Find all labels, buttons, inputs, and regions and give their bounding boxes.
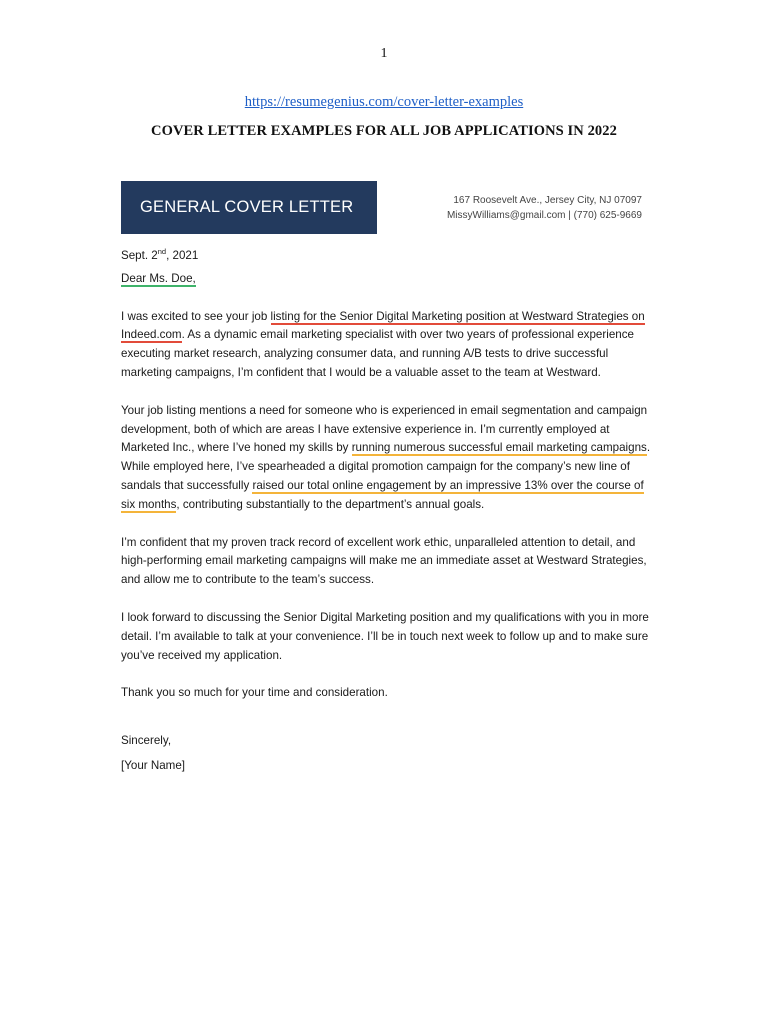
letter-signature: [Your Name] xyxy=(121,758,186,772)
cover-letter-banner xyxy=(121,181,377,234)
p2-before: Your job listing mentions a need for someone who is experienced in email segmentation and campaign development, both of which are areas I have extensive experience in. I’m currently employed at Marketed Inc., where I’ve honed my skills by xyxy=(121,403,648,455)
letter-greeting xyxy=(121,270,651,289)
paragraph-1 xyxy=(121,308,651,383)
paragraph-3: I’m confident that my proven track record of excellent work ethic, unparalleled attention to detail, and high-performing email marketing campaigns will make me an immediate asset at Westward Strategies, and allow me to contribute to the team’s success. xyxy=(121,535,647,587)
letter-closing: Sincerely, xyxy=(121,734,172,748)
letter-body xyxy=(121,247,651,776)
p2-highlight-1: running numerous successful email marketing campaigns xyxy=(351,441,647,455)
p2-highlight-2: raised our total online engagement by an impressive 13% over the course of six months xyxy=(121,478,644,511)
contact-email-phone: MissyWilliams@gmail.com | (770) 625-9669 xyxy=(446,210,642,221)
source-link[interactable]: https://resumegenius.com/cover-letter-examples xyxy=(244,94,524,110)
page-number: 1 xyxy=(380,46,388,61)
p1-after: . As a dynamic email marketing specialist with over two years of professional experience executing market research, analyzing consumer data, and running A/B tests to drive successful marketing campaigns, I’m confident that I would be a valuable asset to the team at Westward. xyxy=(121,328,634,379)
p2-after: , contributing substantially to the department’s annual goals. xyxy=(176,497,485,511)
p2-middle: . While employed here, I’ve spearheaded a digital promotion campaign for the company’s new line of sandals that successfully xyxy=(121,441,651,492)
greeting-text: Dear Ms. Doe, xyxy=(121,271,196,285)
letter-date xyxy=(121,247,651,266)
contact-block xyxy=(380,193,642,223)
p1-highlight: listing for the Senior Digital Marketing position at Westward Strategies on Indeed.com xyxy=(121,309,645,342)
date-prefix: Sept. 2 xyxy=(121,249,158,262)
paragraph-2 xyxy=(121,402,651,515)
document-title: COVER LETTER EXAMPLES FOR ALL JOB APPLICATIONS IN 2022 xyxy=(151,123,617,139)
banner-title: GENERAL COVER LETTER xyxy=(140,198,354,216)
date-rest: , 2021 xyxy=(166,249,199,262)
contact-address: 167 Roosevelt Ave., Jersey City, NJ 07097 xyxy=(453,195,642,206)
paragraph-5: Thank you so much for your time and consideration. xyxy=(121,686,388,700)
paragraph-4: I look forward to discussing the Senior Digital Marketing position and my qualifications with you in more detail. I’m available to talk at your convenience. I’ll be in touch next week to follow up and to make sure you’ve received my application. xyxy=(121,610,649,662)
date-suffix: nd xyxy=(157,247,167,256)
p1-before: I was excited to see your job xyxy=(121,309,271,323)
